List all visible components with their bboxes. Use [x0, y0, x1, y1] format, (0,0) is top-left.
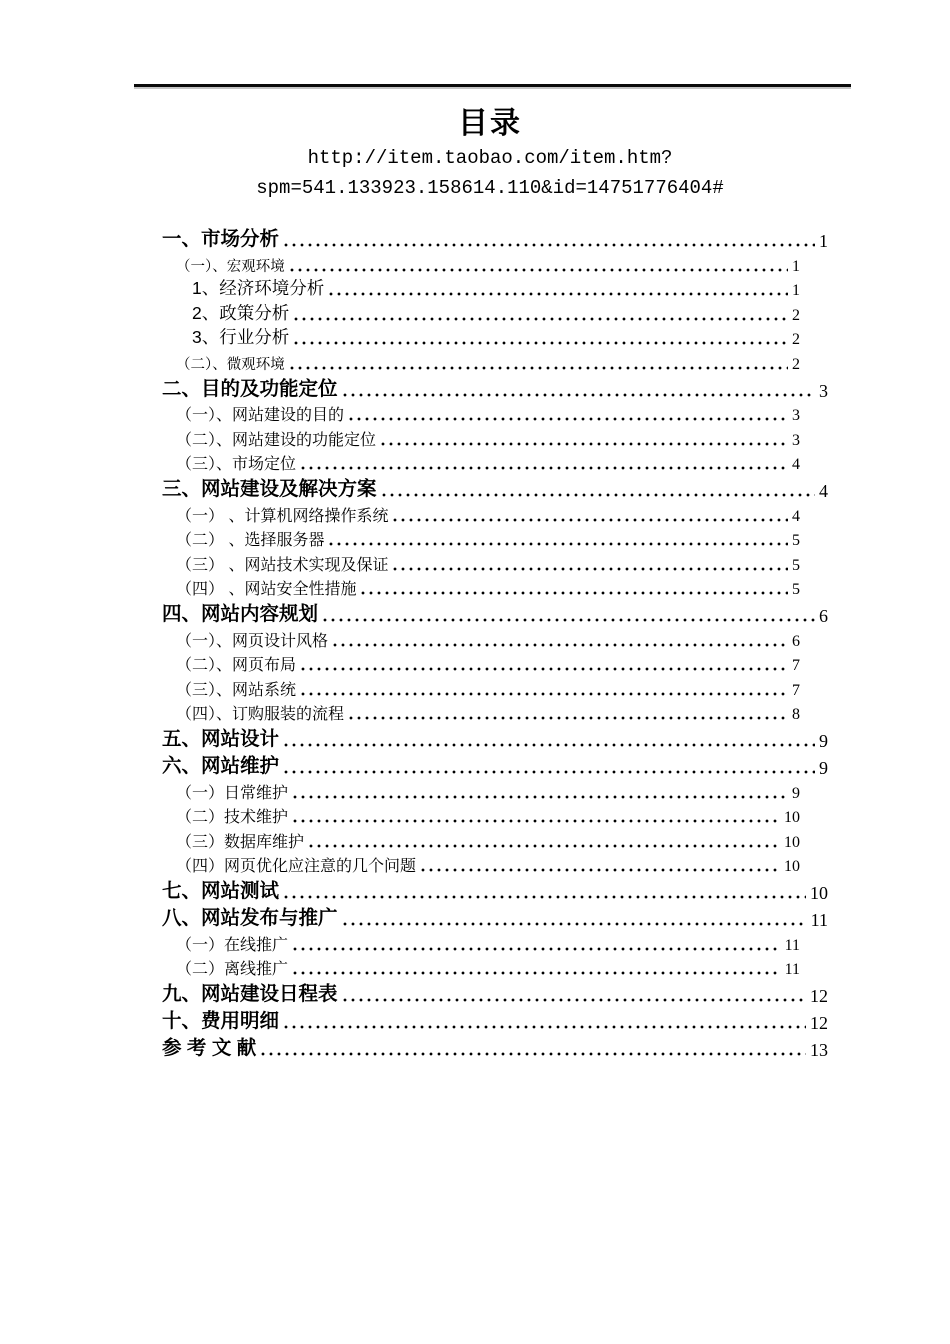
toc-entry-label[interactable]: （二）、网页布局	[176, 657, 297, 674]
toc-dot-leader	[291, 945, 781, 951]
toc-page-number: 2	[792, 355, 800, 373]
toc-entry[interactable]	[162, 827, 828, 852]
toc-dot-leader	[288, 364, 788, 370]
toc-entry[interactable]	[162, 675, 828, 700]
toc-dot-leader	[331, 641, 788, 647]
toc-page-number: 5	[792, 556, 800, 574]
toc-page-number: 13	[810, 1040, 828, 1060]
toc-entry-label[interactable]: （三）、市场定位	[176, 456, 297, 473]
toc-entry[interactable]	[162, 876, 828, 903]
toc-dot-leader	[419, 866, 780, 872]
toc-dot-leader	[391, 516, 788, 522]
toc-entry[interactable]	[162, 526, 828, 551]
toc-entry-label[interactable]: （二）技术维护	[176, 809, 289, 826]
toc-page-number: 3	[792, 407, 800, 424]
toc-entry-label[interactable]: 二、目的及功能定位	[162, 377, 338, 400]
toc-dot-leader	[288, 266, 788, 272]
toc-page-number: 9	[792, 784, 800, 802]
toc-entry-label[interactable]: （四）、订购服装的流程	[176, 706, 345, 723]
toc-entry-label[interactable]: 3、行业分析	[192, 327, 290, 347]
toc-page-number: 10	[810, 883, 828, 903]
toc-page-number: 2	[792, 306, 800, 324]
toc-dot-leader	[299, 665, 788, 671]
toc-entry[interactable]	[162, 450, 828, 475]
document-url-line-1[interactable]: http://item.taobao.com/item.htm?	[307, 147, 673, 169]
toc-entry[interactable]	[162, 224, 828, 251]
toc-dot-leader	[327, 540, 788, 546]
toc-dot-leader	[259, 1050, 806, 1056]
toc-page-number: 11	[784, 961, 800, 978]
toc-entry[interactable]	[162, 425, 828, 450]
toc-page-number: 4	[819, 481, 828, 501]
toc-dot-leader	[282, 893, 806, 899]
toc-entry-label[interactable]: （一）、网页设计风格	[176, 632, 329, 650]
toc-entry-label[interactable]: （二）、网站建设的功能定位	[176, 431, 377, 449]
toc-page-number: 2	[792, 331, 800, 348]
table-of-contents	[162, 224, 828, 1060]
toc-page-number: 1	[819, 231, 828, 251]
toc-entry-label[interactable]: 2、政策分析	[192, 302, 290, 323]
toc-page-number: 10	[784, 858, 800, 875]
toc-page-number: 11	[784, 936, 800, 954]
toc-entry[interactable]	[162, 251, 828, 276]
toc-dot-leader	[359, 589, 788, 595]
toc-dot-leader	[347, 714, 788, 720]
toc-entry[interactable]	[162, 550, 828, 575]
toc-dot-leader	[379, 440, 788, 446]
toc-entry-label[interactable]: 八、网站发布与推广	[162, 907, 338, 929]
toc-entry-label[interactable]: （二）离线推广	[176, 961, 289, 978]
toc-entry[interactable]	[162, 979, 828, 1006]
toc-entry[interactable]	[162, 599, 828, 626]
document-header	[110, 106, 870, 202]
toc-page-number: 5	[792, 581, 800, 598]
toc-entry-label[interactable]: 九、网站建设日程表	[162, 983, 338, 1005]
toc-page-number: 3	[819, 380, 828, 401]
toc-entry[interactable]	[162, 700, 828, 725]
toc-dot-leader	[299, 690, 788, 696]
toc-entry[interactable]	[162, 955, 828, 980]
toc-entry-label[interactable]: （一）日常维护	[176, 784, 289, 802]
toc-dot-leader	[391, 565, 788, 571]
toc-page-number: 4	[792, 507, 800, 525]
toc-dot-leader	[321, 616, 815, 622]
toc-dot-leader	[341, 920, 807, 926]
toc-dot-leader	[291, 817, 780, 823]
toc-entry-label[interactable]: 七、网站测试	[162, 880, 280, 902]
toc-dot-leader	[380, 491, 815, 497]
toc-entry-label[interactable]: 参 考 文 献	[162, 1037, 257, 1059]
toc-page-number: 3	[792, 431, 800, 449]
toc-entry-label[interactable]: 1、经济环境分析	[192, 278, 325, 298]
toc-page-number: 8	[792, 706, 800, 723]
toc-dot-leader	[291, 793, 788, 799]
toc-entry[interactable]	[162, 474, 828, 501]
toc-dot-leader	[299, 464, 788, 470]
toc-dot-leader	[282, 741, 815, 747]
toc-page-number: 7	[792, 681, 800, 699]
toc-dot-leader	[282, 241, 815, 247]
toc-entry[interactable]	[162, 501, 828, 526]
toc-entry[interactable]	[162, 276, 828, 301]
toc-entry[interactable]	[162, 626, 828, 651]
toc-entry[interactable]	[162, 903, 828, 930]
toc-page-number: 7	[792, 657, 800, 674]
toc-entry[interactable]	[162, 401, 828, 426]
toc-page-number: 12	[810, 1013, 828, 1033]
toc-entry[interactable]	[162, 930, 828, 955]
toc-page-number: 4	[792, 456, 800, 473]
toc-page-number: 9	[819, 758, 828, 778]
toc-page-number: 10	[784, 809, 800, 826]
toc-entry-label[interactable]: 四、网站内容规划	[162, 603, 319, 625]
header-divider-line	[134, 84, 851, 87]
toc-entry-label[interactable]: （三） 、网站技术实现及保证	[176, 556, 389, 574]
toc-entry-label[interactable]: （三）、网站系统	[176, 681, 297, 699]
toc-entry[interactable]	[162, 751, 828, 778]
toc-entry-label[interactable]: 三、网站建设及解决方案	[162, 478, 377, 500]
toc-dot-leader	[282, 768, 815, 774]
document-url-line-2[interactable]: spm=541.133923.158614.110&id=14751776404#	[256, 177, 724, 199]
toc-page-number: 5	[792, 532, 800, 549]
toc-entry-label[interactable]: （一） 、计算机网络操作系统	[176, 507, 389, 525]
toc-entry-label[interactable]: （二） 、选择服务器	[176, 532, 325, 549]
toc-entry[interactable]	[162, 852, 828, 877]
toc-page-number: 11	[810, 910, 828, 930]
toc-entry-label[interactable]: 一、市场分析	[162, 228, 280, 250]
toc-entry[interactable]	[162, 325, 828, 350]
toc-dot-leader	[292, 315, 788, 321]
toc-page-number: 9	[819, 731, 828, 751]
toc-dot-leader	[327, 290, 788, 296]
toc-dot-leader	[341, 996, 806, 1002]
page-title: 目录	[458, 107, 522, 140]
toc-dot-leader	[291, 969, 781, 975]
toc-entry[interactable]	[162, 778, 828, 803]
toc-entry-label[interactable]: 五、网站设计	[162, 728, 280, 750]
toc-entry-label[interactable]: （二）、微观环境	[176, 356, 285, 373]
toc-dot-leader	[307, 842, 780, 848]
toc-entry-label[interactable]: 六、网站维护	[162, 755, 280, 777]
toc-entry[interactable]	[162, 374, 828, 401]
toc-dot-leader	[282, 1023, 806, 1029]
toc-dot-leader	[347, 415, 788, 421]
toc-entry-label[interactable]: （一）、宏观环境	[176, 258, 285, 275]
toc-dot-leader	[292, 339, 788, 345]
toc-entry-label[interactable]: （一）、网站建设的目的	[176, 407, 345, 424]
toc-entry-label[interactable]: （四） 、网站安全性措施	[176, 581, 357, 598]
toc-page-number: 6	[792, 632, 800, 650]
toc-entry[interactable]	[162, 724, 828, 751]
toc-page-number: 1	[792, 257, 800, 275]
toc-entry[interactable]	[162, 1006, 828, 1033]
toc-entry-label[interactable]: （三）数据库维护	[176, 833, 305, 851]
toc-entry-label[interactable]: （一）在线推广	[176, 936, 289, 954]
toc-entry-label[interactable]: （四）网页优化应注意的几个问题	[176, 858, 417, 875]
toc-entry[interactable]	[162, 803, 828, 828]
toc-entry[interactable]	[162, 349, 828, 374]
toc-page-number: 6	[819, 606, 828, 626]
toc-entry-label[interactable]: 十、费用明细	[162, 1010, 280, 1032]
toc-entry[interactable]	[162, 575, 828, 600]
toc-entry[interactable]	[162, 651, 828, 676]
toc-entry[interactable]	[162, 1033, 828, 1060]
toc-dot-leader	[341, 391, 815, 397]
toc-page-number: 12	[810, 986, 828, 1006]
toc-page-number: 10	[784, 833, 800, 851]
toc-page-number: 1	[792, 282, 800, 299]
toc-entry[interactable]	[162, 300, 828, 325]
